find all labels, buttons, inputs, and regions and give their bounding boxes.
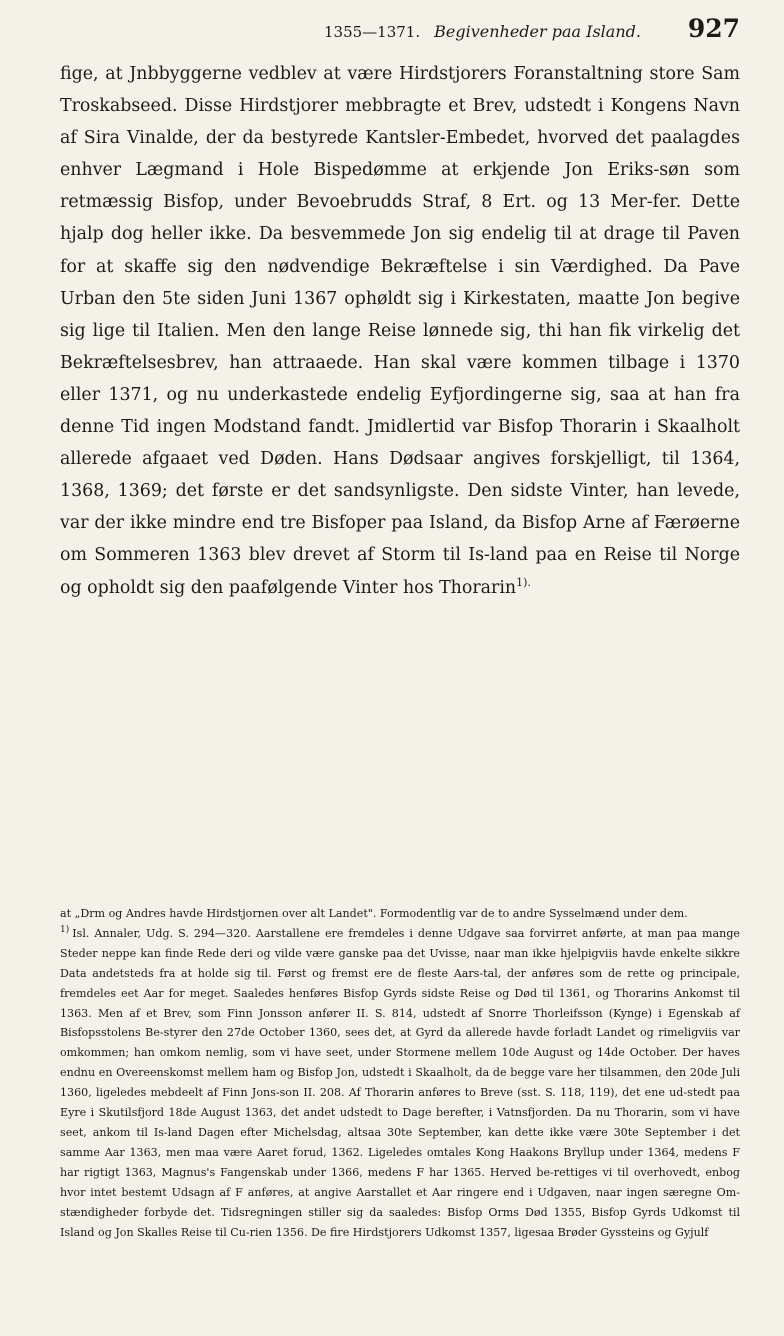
main-paragraph [60,58,740,604]
footnotes [60,904,740,1242]
running-header [60,14,740,54]
main-text [60,58,740,604]
footnote-marker: 1) [60,925,70,936]
footnote-1 [60,924,740,1243]
running-title: Begivenheder paa Island. [434,22,641,41]
footnote-1-text: Isl. Annaler, Udg. S. 294—320. Aarstallene ere fremdeles i denne Udgave saa forvirret anførte, at man paa mange Steder neppe kan finde Rede deri og vilde være ganske paa det Uvisse, naar man ikke hjelpigviis havde enkelte sikkre Data andetsteds fra at holde sig til. Først og fremst ere de fleste Aars-tal, der anføres som de rette og principale, fremdeles eet Aar for meget. Saaledes henføres Bisfop Gyrds sidste Reise og Død til 1361, og Thorarins Ankomst til 1363. Men af et Brev, som Finn Jonsson anfører II. S. 814, udstedt af Snorre Thorleifsson (Kynge) i Egenskab af Bisfopsstolens Be-styrer den 27de October 1360, sees det, at Gyrd da allerede havde forladt Landet og rimeligviis var omkommen; han omkom nemlig, som vi have seet, under Stormene mellem 10de August og 14de October. Der haves endnu en Overeenskomst mellem ham og Bisfop Jon, udstedt i Skaalholt, da de begge vare her tilsammen, den 20de Juli 1360, ligeledes mebdeelt af Finn Jons-son II. 208. Af Thorarin anføres to Breve (sst. S. 118, 119), det ene ud-stedt paa Eyre i Skutilsfjord 18de August 1363, det andet udstedt to Dage berefter, i Vatnsfjorden. Da nu Thorarin, som vi have seet, ankom til Is-land Dagen efter Michelsdag, altsaa 30te September, kan dette ikke være 30te September i det samme Aar 1363, men maa være Aaret forud, 1362. Ligeledes omtales Kong Haakons Bryllup under 1364, medens F har rigtigt 1363, Magnus's Fangenskab under 1366, medens F har 1365. Herved be-rettiges vi til overhovedt, enbog hvor intet bestemt Udsagn af F anføres, at angive Aarstallet et Aar ringere end i Udgaven, naar ingen særegne Om-stændigheder forbyde det. Tidsregningen stiller sig da saaledes: Bisfop Orms Død 1355, Bisfop Gyrds Udkomst til Island og Jon Skalles Reise til Cu-rien 1356. De fire Hirdstjorers Udkomst 1357, ligesaa Brøder Gyssteins og Gyjulf [60,926,740,1239]
footnote-reference: 1). [516,575,531,589]
main-paragraph-text: fige, at Jnbbyggerne vedblev at være Hirdstjorers Foranstaltning store Sam Troskabseed. Disse Hirdstjorer mebbragte et Brev, udstedt i Kongens Navn af Sira Vinalde, der da bestyrede Kantsler-Embedet, hvorved det paalagdes enhver Lægmand i Hole Bispedømme at erkjende Jon Eriks-søn som retmæssig Bisfop, under Bevoebrudds Straf, 8 Ert. og 13 Mer-fer. Dette hjalp dog heller ikke. Da besvemmede Jon sig endelig til at drage til Paven for at skaffe sig den nødvendige Bekræftelse i sin Værdighed. Da Pave Urban den 5te siden Juni 1367 ophøldt sig i Kirkestaten, maatte Jon begive sig lige til Italien. Men den lange Reise lønnede sig, thi han fik virkelig det Bekræftelsesbrev, han attraaede. Han skal være kommen tilbage i 1370 eller 1371, og nu underkastede endelig Eyfjordingerne sig, saa at han fra denne Tid ingen Modstand fandt. Jmidlertid var Bisfop Thorarin i Skaalholt allerede afgaaet ved Døden. Hans Dødsaar angives forskjelligt, til 1364, 1368, 1369; det første er det sandsynligste. Den sidste Vinter, han levede, var der ikke mindre end tre Bisfoper paa Island, da Bisfop Arne af Færøerne om Sommeren 1363 blev drevet af Storm til Is-land paa en Reise til Norge og opholdt sig den paafølgende Vinter hos Thorarin [60,64,740,598]
year-range: 1355—1371. [324,23,421,41]
footnote-continuation: at „Drm og Andres havde Hirdstjornen over alt Landet". Formodentlig var de to andre Sysselmænd under dem. [60,907,688,920]
page-number: 927 [687,14,740,43]
